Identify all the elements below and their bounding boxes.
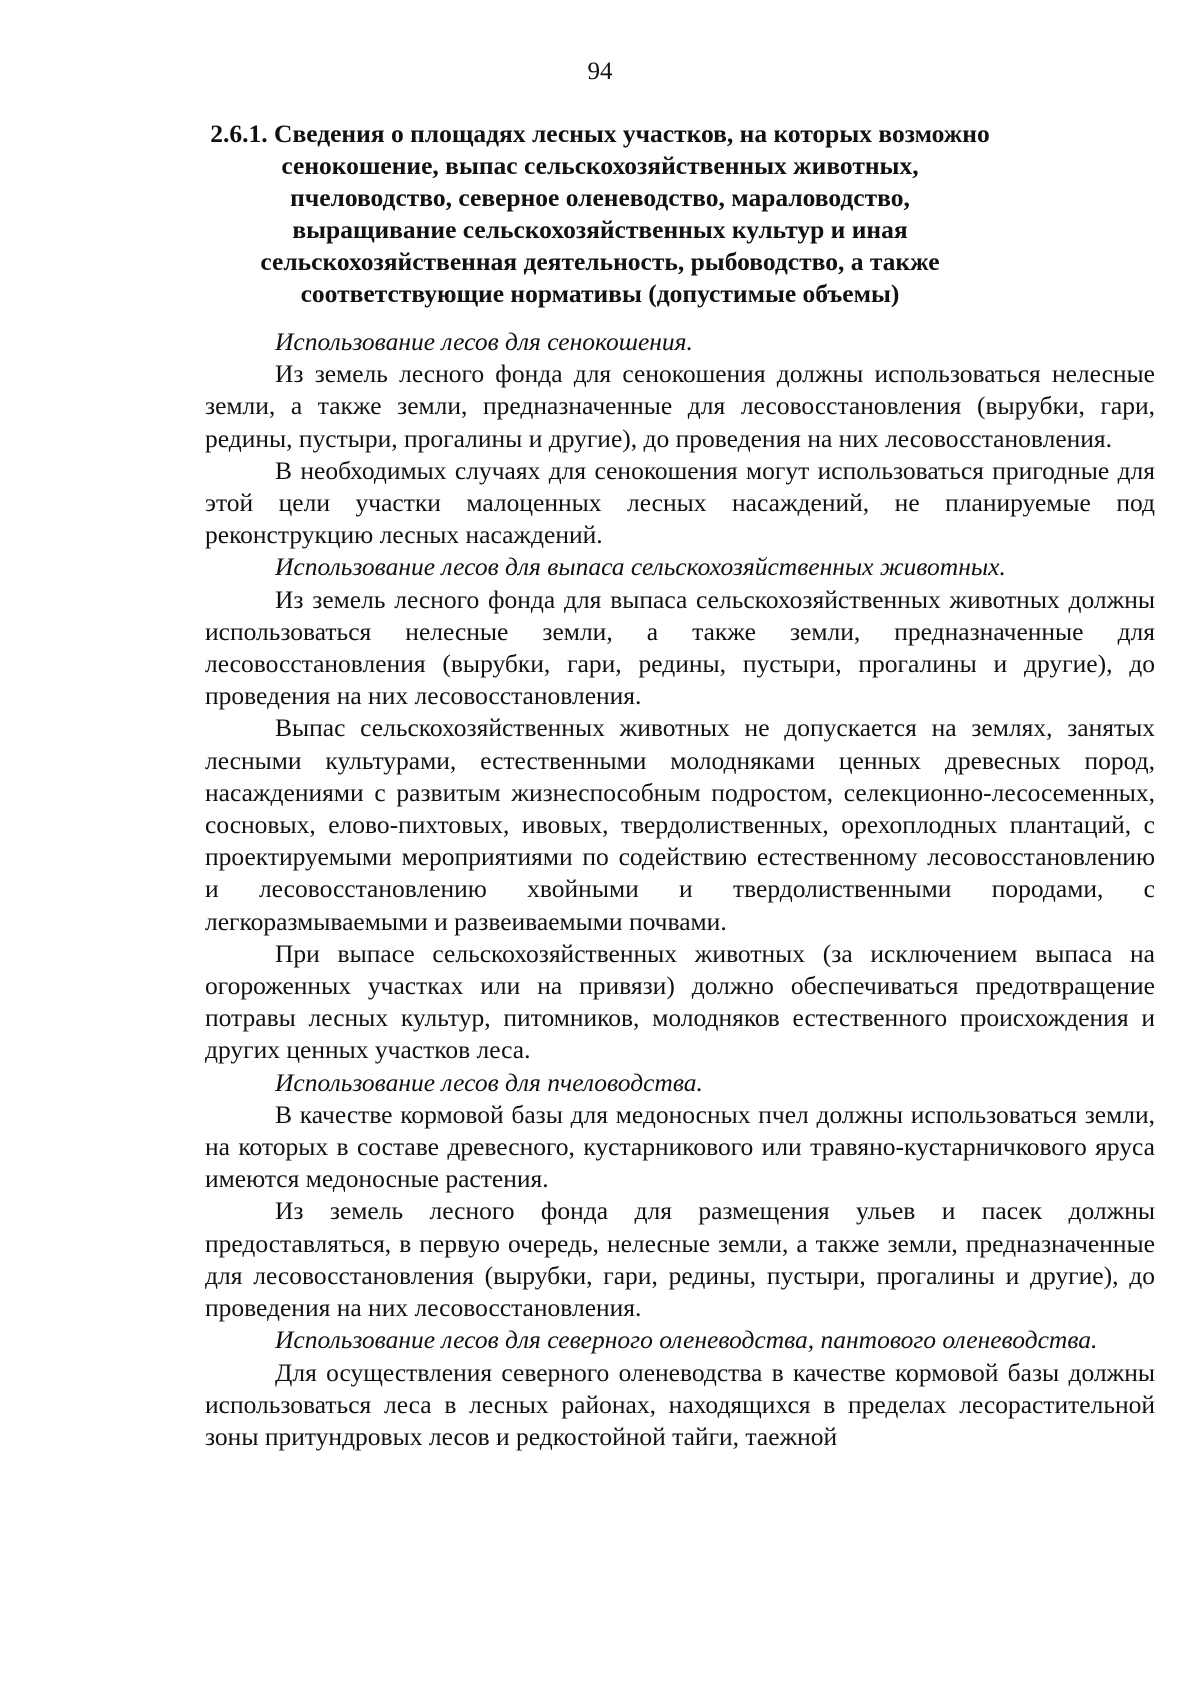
paragraph: Из земель лесного фонда для размещения ульев и пасек должны предоставляться, в первую очередь, нелесные земли, а также земли, предназначенные для лесовосстановления (вырубки, гари, редины, пустыри, прогалины и другие), до проведения на них лесовосстановления. <box>205 1196 1155 1323</box>
paragraph: Из земель лесного фонда для сенокошения должны использоваться нелесные земли, а также земли, предназначенные для лесовосстановления (вырубки, гари, редины, пустыри, прогалины и другие), до проведения на них лесовосстановления. <box>205 359 1155 453</box>
paragraph: В качестве кормовой базы для медоносных пчел должны использоваться земли, на которых в составе древесного, кустарникового или травяно-кустарничкового яруса имеются медоносные растения. <box>205 1099 1155 1194</box>
body-text <box>205 326 1155 1453</box>
subheading-grazing: Использование лесов для выпаса сельскохозяйственных животных. <box>275 552 1006 582</box>
paragraph: Из земель лесного фонда для выпаса сельскохозяйственных животных должны использоваться нелесные земли, а также земли, предназначенные для лесовосстановления (вырубки, гари, редины, пустыри, прогалины и другие), до проведения на них лесовосстановления. <box>205 584 1155 711</box>
paragraph: В необходимых случаях для сенокошения могут использоваться пригодные для этой цели участки малоценных лесных насаждений, не планируемые под реконструкцию лесных насаждений. <box>205 455 1155 550</box>
section-heading: 2.6.1. Сведения о площадях лесных участков, на которых возможно сенокошение, выпас сельскохозяйственных животных, пчеловодство, северное оленеводство, мараловодство, выращивание сельскохозяйственных культур и иная сельскохозяйственная деятельность, рыбоводство, а также соответствующие нормативы (допустимые объемы) <box>210 119 990 308</box>
subheading-hay-mowing: Использование лесов для сенокошения. <box>275 327 693 356</box>
paragraph: При выпасе сельскохозяйственных животных (за исключением выпаса на огороженных участках или на привязи) должно обеспечиваться предотвращение потравы лесных культур, питомников, молодняков естественного происхождения и других ценных участков леса. <box>205 938 1155 1065</box>
subheading-beekeeping: Использование лесов для пчеловодства. <box>275 1067 703 1097</box>
paragraph: Выпас сельскохозяйственных животных не допускается на землях, занятых лесными культурами, естественными молодняками ценных древесных пород, насаждениями с развитым жизнеспособным подростом, селекционно-лесосеменных, сосновых, елово-пихтовых, ивовых, твердолиственных, орехоплодных плантаций, с проектируемыми мероприятиями по содействию естественному лесовосстановлению и лесовосстановлению хвойными и твердолиственными породами, с легкоразмываемыми и развеиваемыми почвами. <box>205 713 1155 936</box>
page-number: 94 <box>587 58 613 85</box>
paragraph: Для осуществления северного оленеводства в качестве кормовой базы должны использоваться леса в лесных районах, находящихся в пределах лесорастительной зоны притундровых лесов и редкостойной тайги, таежной <box>205 1357 1155 1451</box>
subheading-reindeer-herding: Использование лесов для северного оленеводства, пантового оленеводства. <box>275 1325 1098 1355</box>
